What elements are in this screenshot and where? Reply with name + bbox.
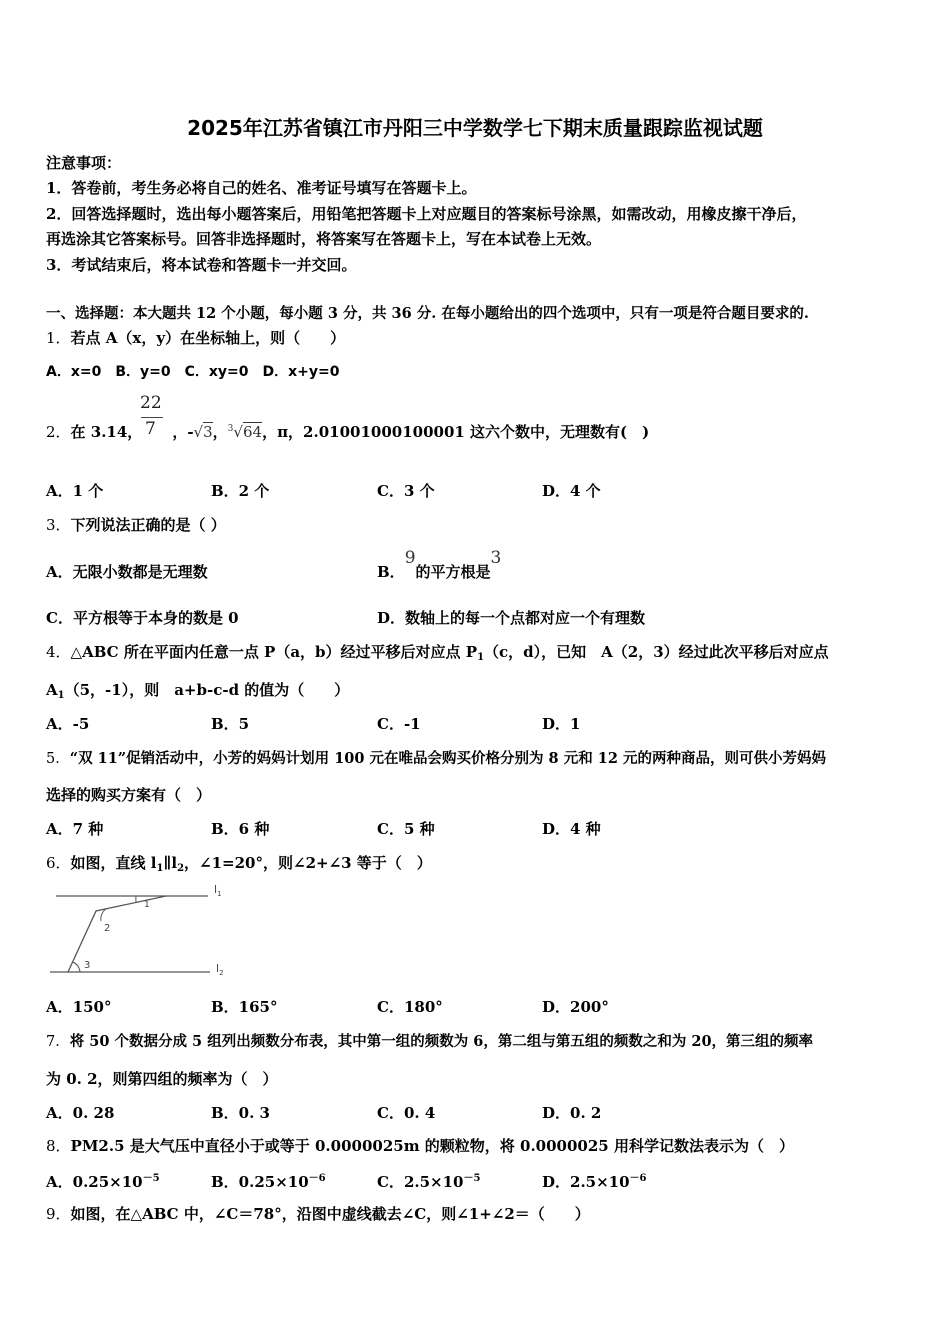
angle2-label: 2 [104,923,111,934]
option-d: D．4 种 [542,820,601,838]
option-c: C．平方根等于本身的数是 0 [46,609,239,627]
q4-line1-end: （c，d），已知 A（2，3）经过此次平移后对应点 [484,643,829,661]
question-5 [46,747,826,768]
option-b [211,1169,326,1192]
option-d: D．0. 2 [542,1104,602,1122]
question-number: 9． [46,1205,71,1223]
option-c: C．-1 [377,715,421,733]
fraction-denominator: 7 [145,419,156,439]
angle3-arc [73,962,80,972]
angle1-label: 1 [144,900,150,910]
subscript: 1 [477,652,485,663]
option-text: 的平方根是 [415,563,491,581]
cbrt-sign: √ [233,423,243,441]
parallel-lines-figure [40,880,240,980]
option-c: C．5 种 [377,820,435,838]
option-c: C．3 个 [377,482,435,500]
option-d: D．数轴上的每一个点都对应一个有理数 [377,609,646,627]
subscript: 1 [156,863,164,874]
option-b: B．2 个 [211,482,270,500]
question-7 [46,1030,813,1051]
q4-line2: （5，-1），则 a+b-c-d 的值为（ ） [64,681,350,699]
question-number: 6． [46,854,71,872]
option-base: A．0.25×10 [46,1173,143,1191]
subscript: 2 [177,863,185,874]
option-c [377,1169,480,1192]
question-4-cont [46,679,349,701]
option-a: A．1 个 [46,482,104,500]
label-l1: $l_1$ [214,883,222,898]
question-2 [46,421,649,442]
option-exponent: －5 [142,1173,160,1184]
option-d: D．4 个 [542,482,601,500]
q5-line2: 选择的购买方案有（ ） [46,786,212,804]
option-a [46,1169,160,1192]
option-d [542,1169,647,1192]
option-c: C．0. 4 [377,1104,436,1122]
notice-item: 2．回答选择题时，选出每小题答案后，用铅笔把答题卡上对应题目的答案标号涂黑，如需改动，用橡皮擦干净后， [46,205,807,223]
question-3 [46,514,226,535]
question-stem: 下列说法正确的是（ ） [70,516,226,534]
option-b: B．165° [211,998,278,1016]
angle3-label: 3 [84,960,91,971]
option-exponent: －6 [308,1173,326,1184]
q2-sep1: ，- [172,423,194,441]
option-b: B．6 种 [211,820,270,838]
three-value: 3 [490,548,502,568]
q6-stem-b: ∥l [163,854,178,872]
q2-post: ，π，2.01001000100001 这六个数中，无理数有( ) [262,423,650,441]
cbrt-index: 3 [227,424,234,434]
label-l2: $l_2$ [216,962,224,977]
option-base: C．2.5×10 [377,1173,464,1191]
q2-pre: 在 3.14， [70,423,143,441]
question-stem: 如图，在△ABC 中，∠C＝78°，沿图中虚线截去∠C，则∠1+∠2＝（ ） [70,1205,590,1223]
option-c: C．180° [377,998,443,1016]
q4-line1: △ABC 所在平面内任意一点 P（a，b）经过平移后对应点 P [70,643,478,661]
q1-options: A．x=0 B．y=0 C．xy=0 D．x+y=0 [46,364,340,380]
q7-line1: 将 50 个数据分成 5 组列出频数分布表，其中第一组的频数为 6，第二组与第五组的频数之和为 20，第三组的频率 [69,1033,814,1050]
question-number: 4． [46,643,71,661]
cbrt-radicand: 64 [242,423,263,441]
sqrt-radicand: 3 [203,423,213,441]
option-a: A．0. 28 [46,1104,115,1122]
question-number: 1． [46,329,71,347]
q5-line1: “双 11”促销活动中，小芳的妈妈计划用 100 元在唯品会购买价格分别为 8 元和 12 元的两种商品，则可供小芳妈妈 [69,750,826,767]
q2-sep2: ， [212,423,228,441]
option-a: A．150° [46,998,112,1016]
question-number: 8． [46,1137,71,1155]
fraction-bar [141,417,163,418]
option-b: B．0. 3 [211,1104,270,1122]
question-8 [46,1135,794,1156]
sqrt-sign: √ [193,423,204,441]
option-exponent: －5 [463,1173,481,1184]
notice-item: 再选涂其它答案标号。回答非选择题时，将答案写在答题卡上，写在本试卷上无效。 [46,230,602,248]
option-a: A．7 种 [46,820,104,838]
option-a: A．-5 [46,715,90,733]
q6-stem-c: ，∠1=20°，则∠2+∠3 等于（ ） [184,854,432,872]
nine-value: 9 [404,548,416,568]
question-number: 5． [46,751,70,767]
option-b: B．5 [211,715,250,733]
notice-heading: 注意事项： [46,154,122,172]
option-label: B． [377,563,405,581]
question-stem: PM2.5 是大气压中直径小于或等于 0.0000025m 的颗粒物，将 0.0000025 用科学记数法表示为（ ） [70,1137,794,1155]
fraction-numerator: 22 [140,393,162,413]
q6-stem-a: 如图，直线 l [70,854,157,872]
point-a1: A [46,681,58,699]
option-base: D．2.5×10 [542,1173,630,1191]
option-exponent: －6 [629,1173,647,1184]
option-a: A．无限小数都是无理数 [46,563,208,581]
notice-item: 1．答卷前，考生务必将自己的姓名、准考证号填写在答题卡上。 [46,179,477,197]
question-number: 3． [46,516,71,534]
subscript: 1 [57,690,65,701]
page-title: 2025年江苏省镇江市丹阳三中学数学七下期末质量跟踪监视试题 [187,116,763,140]
question-9 [46,1203,590,1224]
question-1 [46,327,345,348]
option-d: D．1 [542,715,581,733]
broken-line [68,896,166,972]
question-6 [46,852,432,874]
option-d: D．200° [542,998,609,1016]
option-base: B．0.25×10 [211,1173,309,1191]
angle2-arc [101,909,106,921]
q7-line2: 为 0. 2，则第四组的频率为（ ） [46,1070,278,1088]
question-stem: 若点 A（x，y）在坐标轴上，则（ ） [70,329,346,347]
section-heading: 一、选择题：本大题共 12 个小题，每小题 3 分，共 36 分. 在每小题给出的四个选项中，只有一项是符合题目要求的. [46,305,809,322]
question-number: 2． [46,423,71,441]
notice-item: 3．考试结束后，将本试卷和答题卡一并交回。 [46,256,357,274]
question-number: 7． [46,1034,70,1050]
question-4 [46,641,829,663]
option-b [377,548,502,582]
